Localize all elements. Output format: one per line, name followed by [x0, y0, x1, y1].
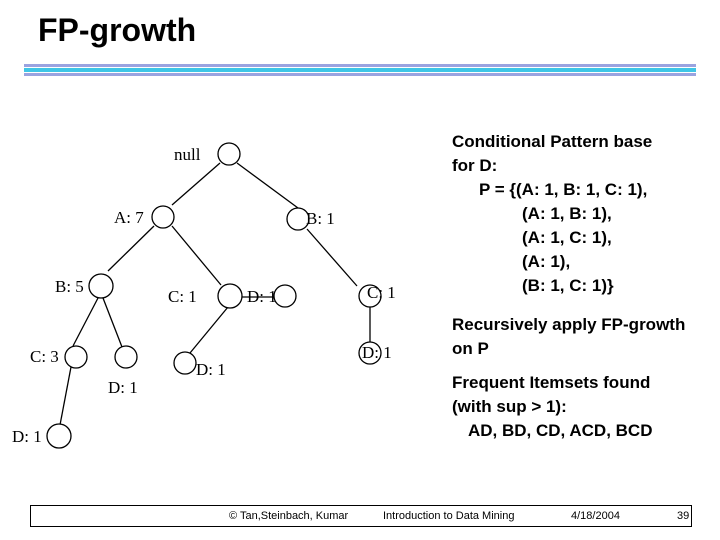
cpb-line: (A: 1, C: 1),: [522, 228, 612, 247]
edge-b5-d1: [103, 298, 122, 347]
label-b5: B: 5: [55, 277, 84, 296]
cpb-line: (A: 1, B: 1),: [522, 204, 612, 223]
conditional-pattern-base: [452, 130, 702, 298]
label-b1: B: 1: [306, 209, 335, 228]
edge-a7-b5: [108, 226, 154, 271]
footer-course: Introduction to Data Mining: [383, 510, 515, 522]
edge-null-b1: [237, 163, 298, 208]
label-d1-b5: D: 1: [108, 378, 138, 397]
edge-b5-c3: [73, 298, 98, 346]
tree-labels: [12, 145, 396, 446]
label-d1-c3: D: 1: [12, 427, 42, 446]
node-d1-b5: [115, 346, 137, 368]
slide-title: FP-growth: [38, 12, 197, 48]
recursive-note: Recursively apply FP-growth on P: [452, 315, 686, 358]
cpb-line: Conditional Pattern base: [452, 132, 653, 151]
label-c1-b: C: 1: [367, 283, 396, 302]
node-null: [218, 143, 240, 165]
footer-page: 39: [677, 510, 690, 522]
cpb-line: (A: 1),: [522, 252, 571, 271]
cpb-line: for D:: [452, 156, 498, 175]
node-c1-a: [218, 284, 242, 308]
edge-b1-c1: [307, 229, 357, 286]
freq-line: Frequent Itemsets found: [452, 373, 651, 392]
label-a7: A: 7: [114, 208, 144, 227]
node-d1-c3: [47, 424, 71, 448]
node-d1-c1a: [174, 352, 196, 374]
cpb-line: (B: 1, C: 1)}: [522, 276, 614, 295]
freq-line: AD, BD, CD, ACD, BCD: [468, 421, 653, 440]
frequent-itemsets: [452, 371, 702, 443]
footer-date: 4/18/2004: [571, 510, 620, 522]
footer-copyright: © Tan,Steinbach, Kumar: [229, 510, 349, 522]
edge-c1a-d1: [190, 307, 228, 353]
label-c1-a: C: 1: [168, 287, 197, 306]
label-c3: C: 3: [30, 347, 59, 366]
label-d1-c1a: D: 1: [196, 360, 226, 379]
slide-footer: [30, 505, 692, 527]
label-null: null: [174, 145, 201, 164]
freq-line: (with sup > 1):: [452, 397, 567, 416]
node-d1-a: [274, 285, 296, 307]
edge-a7-c1: [172, 226, 221, 285]
node-a7: [152, 206, 174, 228]
label-d1-a: D: 1: [247, 287, 277, 306]
label-d1-c1b: D: 1: [362, 343, 392, 362]
tree-nodes: [47, 143, 381, 448]
node-c3: [65, 346, 87, 368]
edge-null-a7: [172, 163, 220, 205]
edge-c3-d1: [60, 367, 71, 425]
cpb-line: P = {(A: 1, B: 1, C: 1),: [479, 180, 648, 199]
node-b5: [89, 274, 113, 298]
